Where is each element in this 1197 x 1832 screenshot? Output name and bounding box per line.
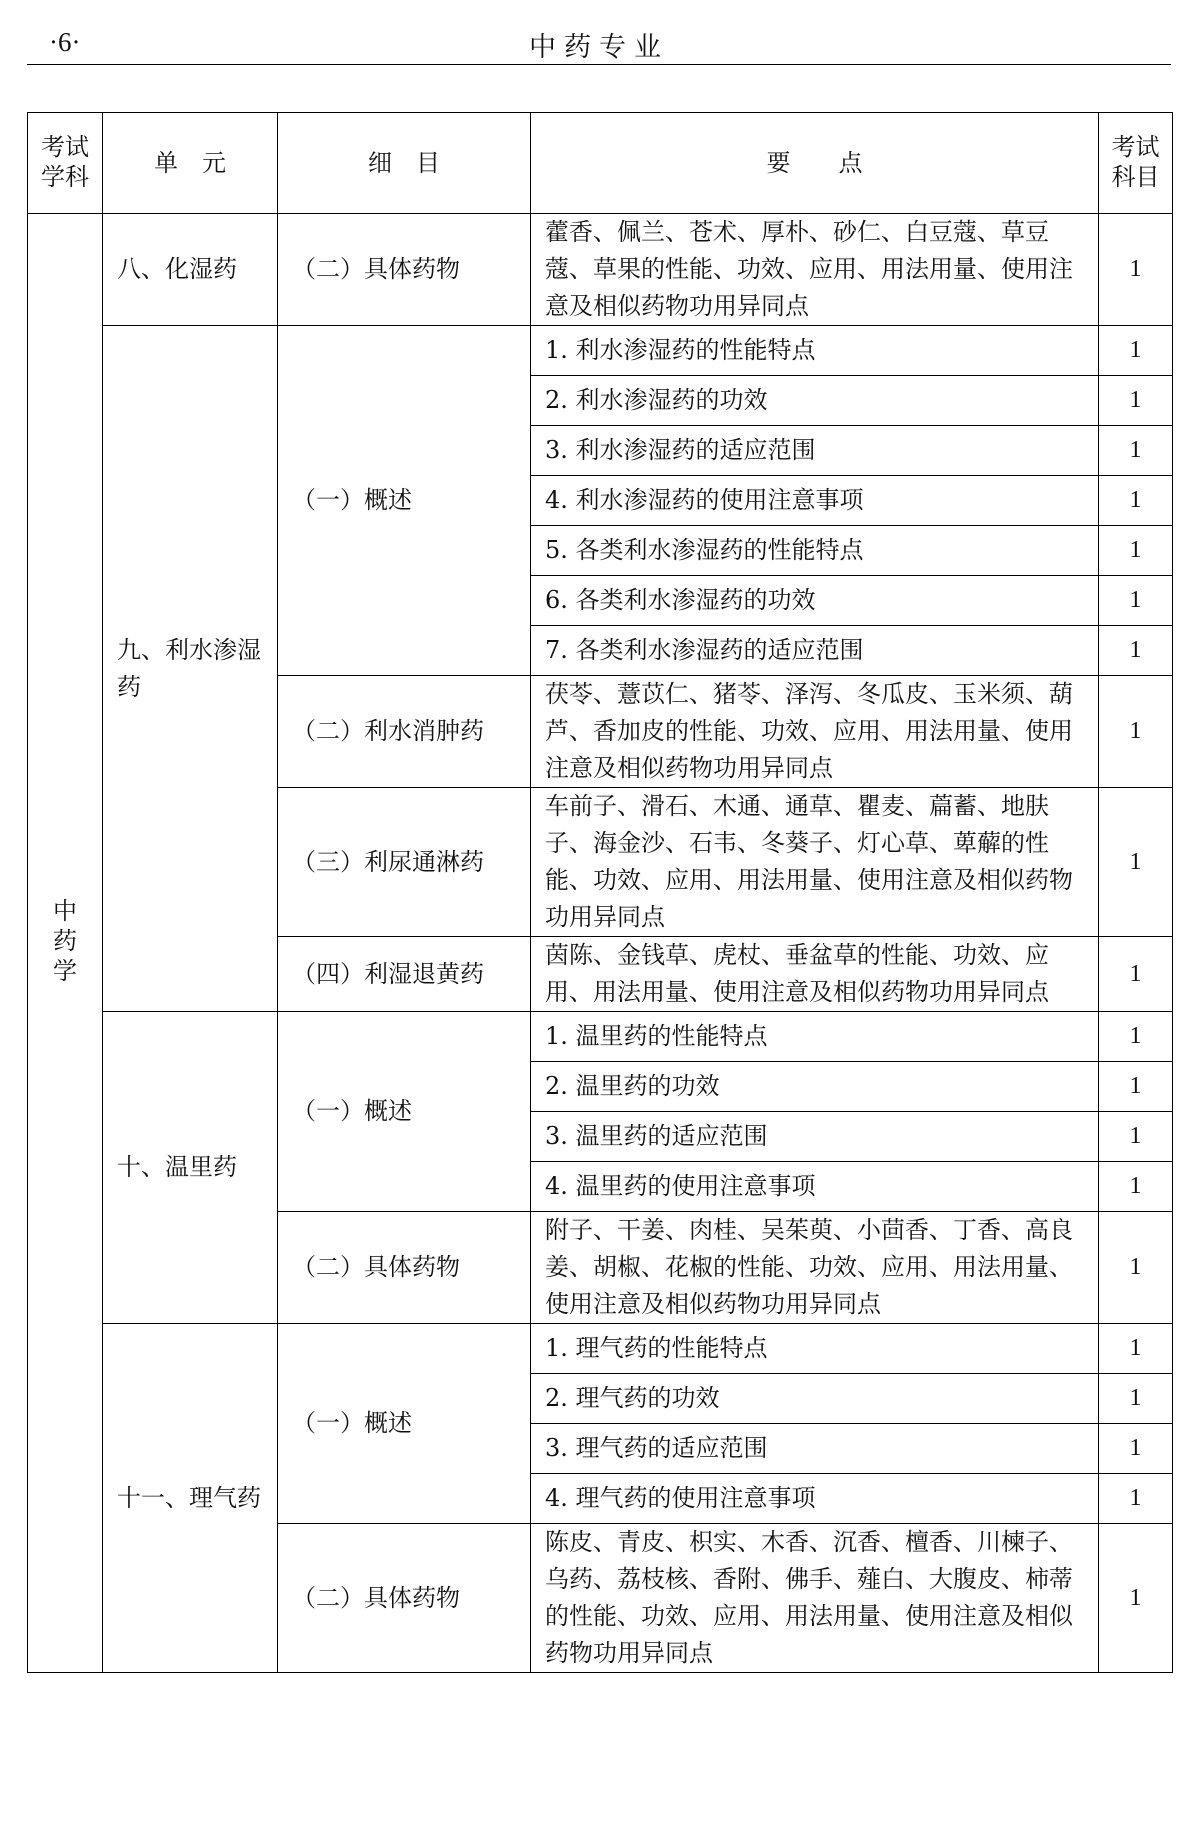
detail-item: （四）利湿退黄药	[278, 937, 531, 1012]
detail-item: （二）具体药物	[278, 1212, 531, 1324]
exam-subject-number: 1	[1099, 676, 1173, 788]
exam-subject-number: 1	[1099, 376, 1173, 426]
table-body	[28, 214, 1173, 1673]
detail-item: （一）概述	[278, 1012, 531, 1212]
header-exam: 考试科目	[1099, 113, 1173, 214]
table-header-row	[28, 113, 1173, 214]
key-point: 附子、干姜、肉桂、吴茱萸、小茴香、丁香、高良姜、胡椒、花椒的性能、功效、应用、用法用量、使用注意及相似药物功用异同点	[531, 1212, 1099, 1324]
key-point: 1. 利水渗湿药的性能特点	[531, 326, 1099, 376]
key-point: 茵陈、金钱草、虎杖、垂盆草的性能、功效、应用、用法用量、使用注意及相似药物功用异同点	[531, 937, 1099, 1012]
table-row	[28, 214, 1173, 326]
key-point: 6. 各类利水渗湿药的功效	[531, 576, 1099, 626]
exam-subject-number: 1	[1099, 1424, 1173, 1474]
exam-subject-number: 1	[1099, 1112, 1173, 1162]
exam-subject-number: 1	[1099, 576, 1173, 626]
exam-subject-number: 1	[1099, 1062, 1173, 1112]
detail-item: （一）概述	[278, 326, 531, 676]
header-unit: 单 元	[103, 113, 278, 214]
exam-subject-number: 1	[1099, 426, 1173, 476]
exam-subject-number: 1	[1099, 1324, 1173, 1374]
detail-item: （一）概述	[278, 1324, 531, 1524]
table-row	[28, 1324, 1173, 1374]
key-point: 3. 理气药的适应范围	[531, 1424, 1099, 1474]
subject-cell: 中药学	[28, 214, 103, 1673]
unit-name: 九、利水渗湿药	[103, 326, 278, 1012]
key-point: 1. 理气药的性能特点	[531, 1324, 1099, 1374]
key-point: 5. 各类利水渗湿药的性能特点	[531, 526, 1099, 576]
header-points: 要 点	[531, 113, 1099, 214]
key-point: 2. 理气药的功效	[531, 1374, 1099, 1424]
key-point: 4. 理气药的使用注意事项	[531, 1474, 1099, 1524]
exam-subject-number: 1	[1099, 214, 1173, 326]
unit-name: 十、温里药	[103, 1012, 278, 1324]
detail-item: （二）具体药物	[278, 1524, 531, 1673]
exam-subject-number: 1	[1099, 1374, 1173, 1424]
unit-name: 十一、理气药	[103, 1324, 278, 1673]
header-subject: 考试学科	[28, 113, 103, 214]
syllabus-table	[27, 112, 1173, 1673]
header-detail: 细 目	[278, 113, 531, 214]
key-point: 茯苓、薏苡仁、猪苓、泽泻、冬瓜皮、玉米须、葫芦、香加皮的性能、功效、应用、用法用量、使用注意及相似药物功用异同点	[531, 676, 1099, 788]
exam-subject-number: 1	[1099, 788, 1173, 937]
exam-subject-number: 1	[1099, 476, 1173, 526]
exam-subject-number: 1	[1099, 1012, 1173, 1062]
key-point: 藿香、佩兰、苍术、厚朴、砂仁、白豆蔻、草豆蔻、草果的性能、功效、应用、用法用量、使用注意及相似药物功用异同点	[531, 214, 1099, 326]
table-row	[28, 326, 1173, 376]
exam-subject-number: 1	[1099, 1162, 1173, 1212]
key-point: 2. 温里药的功效	[531, 1062, 1099, 1112]
key-point: 陈皮、青皮、枳实、木香、沉香、檀香、川楝子、乌药、荔枝核、香附、佛手、薤白、大腹皮、柿蒂的性能、功效、应用、用法用量、使用注意及相似药物功用异同点	[531, 1524, 1099, 1673]
exam-subject-number: 1	[1099, 1474, 1173, 1524]
unit-name: 八、化湿药	[103, 214, 278, 326]
key-point: 2. 利水渗湿药的功效	[531, 376, 1099, 426]
key-point: 7. 各类利水渗湿药的适应范围	[531, 626, 1099, 676]
exam-subject-number: 1	[1099, 526, 1173, 576]
exam-subject-number: 1	[1099, 1212, 1173, 1324]
table-row	[28, 1012, 1173, 1062]
detail-item: （二）利水消肿药	[278, 676, 531, 788]
detail-item: （三）利尿通淋药	[278, 788, 531, 937]
key-point: 车前子、滑石、木通、通草、瞿麦、萹蓄、地肤子、海金沙、石韦、冬葵子、灯心草、萆薢的性能、功效、应用、用法用量、使用注意及相似药物功用异同点	[531, 788, 1099, 937]
key-point: 4. 利水渗湿药的使用注意事项	[531, 476, 1099, 526]
key-point: 1. 温里药的性能特点	[531, 1012, 1099, 1062]
detail-item: （二）具体药物	[278, 214, 531, 326]
key-point: 3. 利水渗湿药的适应范围	[531, 426, 1099, 476]
exam-subject-number: 1	[1099, 937, 1173, 1012]
key-point: 4. 温里药的使用注意事项	[531, 1162, 1099, 1212]
page-number: ·6·	[49, 27, 81, 57]
page-header	[27, 22, 1171, 65]
exam-subject-number: 1	[1099, 326, 1173, 376]
exam-subject-number: 1	[1099, 626, 1173, 676]
key-point: 3. 温里药的适应范围	[531, 1112, 1099, 1162]
exam-subject-number: 1	[1099, 1524, 1173, 1673]
page-title: 中药专业	[529, 32, 669, 63]
